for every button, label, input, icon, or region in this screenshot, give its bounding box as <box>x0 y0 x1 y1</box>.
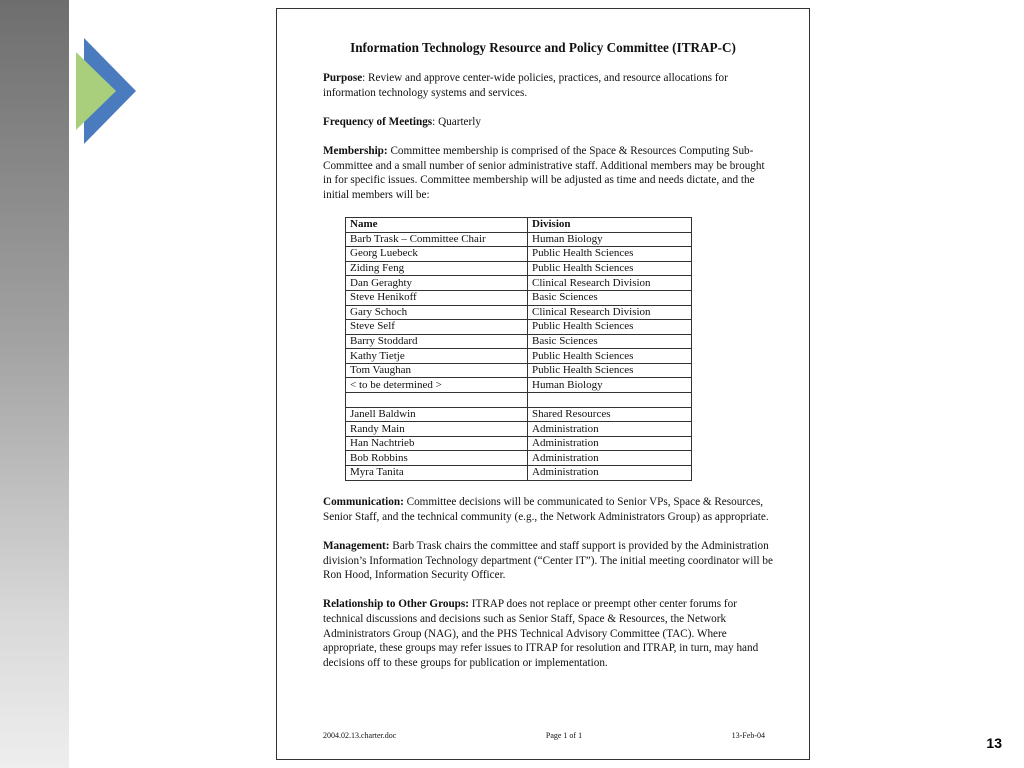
management-paragraph <box>323 539 775 583</box>
membership-text: Committee membership is comprised of the Space & Resources Computing Sub-Committee and a small number of senior administrative staff. Additional members may be brought in for specific issues. Committee membership will be adjusted as time and needs dictate, and the initial members will be: <box>323 144 765 201</box>
document-title: Information Technology Resource and Policy Committee (ITRAP-C) <box>350 40 736 55</box>
table-row <box>346 422 692 437</box>
members-table-body <box>346 232 692 480</box>
side-gradient-bar <box>0 0 69 768</box>
communication-paragraph <box>323 495 775 524</box>
table-row <box>346 261 692 276</box>
communication-text: Committee decisions will be communicated to Senior VPs, Space & Resources, Senior Staff, and the technical community (e.g., the Network Administrators Group) as appropriate. <box>323 496 769 523</box>
table-row <box>346 378 692 393</box>
member-division-cell: Clinical Research Division <box>528 276 692 291</box>
member-name-cell: Janell Baldwin <box>346 407 528 422</box>
communication-label: Communication: <box>323 496 404 509</box>
member-division-cell: Public Health Sciences <box>528 247 692 262</box>
table-row <box>346 290 692 305</box>
member-division-cell: Public Health Sciences <box>528 363 692 378</box>
member-division-cell: Basic Sciences <box>528 334 692 349</box>
table-row <box>346 305 692 320</box>
member-name-cell: Steve Henikoff <box>346 290 528 305</box>
member-division-cell: Human Biology <box>528 232 692 247</box>
table-row <box>346 436 692 451</box>
management-label: Management: <box>323 540 390 552</box>
member-division-cell: Shared Resources <box>528 407 692 422</box>
relationship-label: Relationship to Other Groups: <box>323 598 469 611</box>
member-division-cell: Clinical Research Division <box>528 305 692 320</box>
relationship-paragraph <box>323 597 775 670</box>
table-row <box>346 320 692 335</box>
purpose-text: : Review and approve center-wide policies, practices, and resource allocations for information technology systems and services. <box>323 72 728 99</box>
document-body <box>323 71 775 685</box>
table-row <box>346 232 692 247</box>
member-name-cell: Randy Main <box>346 422 528 437</box>
member-division-cell: Human Biology <box>528 378 692 393</box>
member-name-cell: Tom Vaughan <box>346 363 528 378</box>
management-text: Barb Trask chairs the committee and staff support is provided by the Administration division’s Information Technology department (“Center IT”). The initial meeting coordinator will be Ron Hood, Information Security Officer. <box>323 540 773 582</box>
member-division-cell: Administration <box>528 436 692 451</box>
member-name-cell: Georg Luebeck <box>346 247 528 262</box>
member-name-cell: Myra Tanita <box>346 466 528 481</box>
division-column-header: Division <box>528 217 692 232</box>
member-division-cell: Public Health Sciences <box>528 261 692 276</box>
relationship-text: ITRAP does not replace or preempt other center forums for technical discussions and decisions such as Senior Staff, Space & Resources, the Network Administrators Group (NAG), and the PHS Technical Advisory Committee (TAC). Where appropriate, these groups may refer issues to ITRAP for resolution and ITRAP, in turn, may hand decisions off to these groups for publication or implementation. <box>323 598 759 669</box>
member-division-cell: Administration <box>528 451 692 466</box>
member-name-cell: Dan Geraghty <box>346 276 528 291</box>
document-footer <box>323 731 765 740</box>
member-division-cell: Administration <box>528 422 692 437</box>
footer-page: Page 1 of 1 <box>545 731 583 740</box>
arrow-right-icon <box>76 38 138 144</box>
member-name-cell: Ziding Feng <box>346 261 528 276</box>
frequency-label: Frequency of Meetings <box>323 115 433 128</box>
table-row <box>346 334 692 349</box>
purpose-paragraph <box>323 71 775 100</box>
footer-filename: 2004.02.13.charter.doc <box>323 731 397 740</box>
member-division-cell: Public Health Sciences <box>528 320 692 335</box>
table-row <box>346 407 692 422</box>
table-row <box>346 363 692 378</box>
frequency-paragraph <box>323 115 775 130</box>
table-row <box>346 247 692 262</box>
member-division-cell <box>528 393 692 408</box>
purpose-label: Purpose <box>323 72 363 84</box>
slide-number: 13 <box>986 735 1002 751</box>
table-row <box>346 276 692 291</box>
name-column-header: Name <box>346 217 528 232</box>
table-header-row <box>346 217 692 232</box>
member-name-cell: Kathy Tietje <box>346 349 528 364</box>
member-division-cell: Public Health Sciences <box>528 349 692 364</box>
membership-label: Membership: <box>323 144 388 157</box>
member-name-cell: Gary Schoch <box>346 305 528 320</box>
table-row <box>346 451 692 466</box>
member-name-cell: Steve Self <box>346 320 528 335</box>
member-name-cell: Bob Robbins <box>346 451 528 466</box>
member-division-cell: Administration <box>528 466 692 481</box>
table-row <box>346 349 692 364</box>
table-row <box>346 393 692 408</box>
member-name-cell: Barb Trask – Committee Chair <box>346 232 528 247</box>
frequency-text: : Quarterly <box>432 115 481 128</box>
member-name-cell: Han Nachtrieb <box>346 436 528 451</box>
membership-paragraph <box>323 144 775 202</box>
document-page <box>276 8 810 760</box>
member-name-cell <box>346 393 528 408</box>
table-row <box>346 466 692 481</box>
member-division-cell: Basic Sciences <box>528 290 692 305</box>
member-name-cell: < to be determined > <box>346 378 528 393</box>
footer-date: 13-Feb-04 <box>731 731 765 740</box>
members-table <box>345 217 692 481</box>
member-name-cell: Barry Stoddard <box>346 334 528 349</box>
